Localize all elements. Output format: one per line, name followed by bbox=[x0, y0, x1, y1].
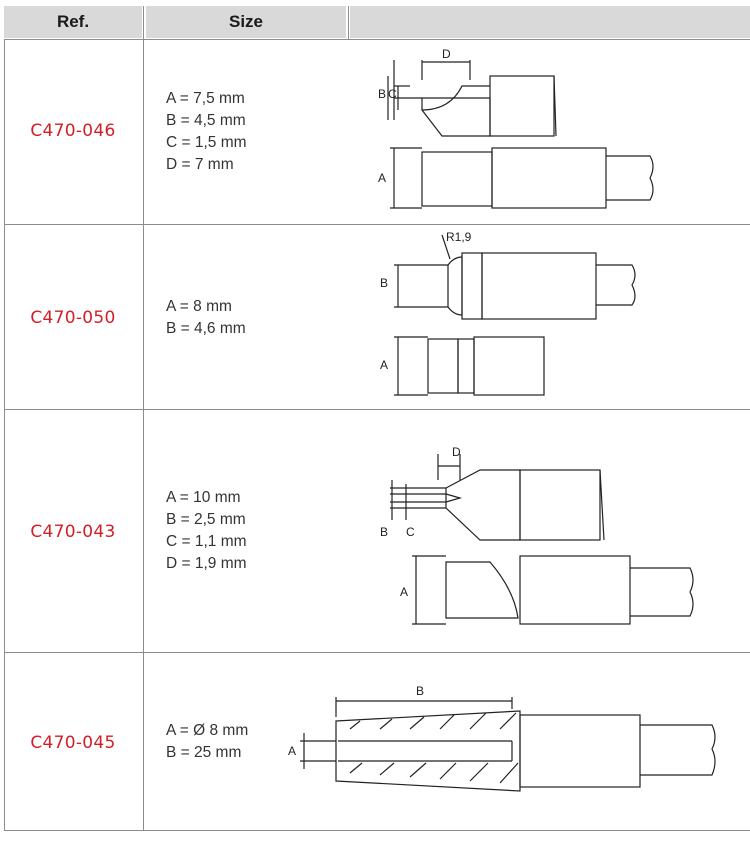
header-image bbox=[350, 6, 750, 38]
size-a: A = Ø 8 mm bbox=[166, 722, 249, 739]
ref-c470-043: C470-043 bbox=[30, 522, 116, 542]
label-c: C bbox=[406, 525, 415, 539]
label-d: D bbox=[442, 47, 451, 61]
label-b: B bbox=[378, 87, 387, 101]
ref-c470-046: C470-046 bbox=[30, 121, 116, 141]
label-b: B bbox=[380, 276, 389, 290]
header-ref: Ref. bbox=[4, 6, 142, 38]
size-a: A = 10 mm bbox=[166, 489, 241, 506]
tip-drawing-c470-043 bbox=[350, 410, 750, 652]
column-divider bbox=[4, 39, 5, 830]
tip-drawing-c470-046 bbox=[350, 40, 750, 224]
label-a: A bbox=[400, 585, 409, 599]
label-b: B bbox=[380, 525, 389, 539]
column-divider bbox=[143, 6, 144, 830]
size-b: B = 25 mm bbox=[166, 744, 242, 761]
size-d: D = 7 mm bbox=[166, 156, 234, 173]
row-divider bbox=[4, 830, 750, 831]
ref-c470-050: C470-050 bbox=[30, 308, 116, 328]
label-b: B bbox=[416, 684, 425, 698]
label-d: D bbox=[452, 445, 461, 459]
size-list bbox=[166, 296, 246, 340]
label-c: C bbox=[388, 87, 397, 101]
label-a: A bbox=[380, 358, 389, 372]
size-b: B = 4,6 mm bbox=[166, 320, 246, 337]
size-a: A = 8 mm bbox=[166, 298, 232, 315]
label-a: A bbox=[378, 171, 387, 185]
size-list bbox=[166, 720, 248, 764]
size-a: A = 7,5 mm bbox=[166, 90, 245, 107]
size-list bbox=[166, 88, 247, 176]
size-c: C = 1,5 mm bbox=[166, 134, 247, 151]
column-divider bbox=[348, 6, 349, 39]
size-d: D = 1,9 mm bbox=[166, 555, 247, 572]
tip-drawing-c470-050 bbox=[350, 225, 750, 409]
header-size: Size bbox=[146, 6, 346, 38]
size-c: C = 1,1 mm bbox=[166, 533, 247, 550]
tip-drawing-c470-045 bbox=[280, 653, 750, 830]
label-a: A bbox=[288, 744, 297, 758]
ref-c470-045: C470-045 bbox=[30, 733, 116, 753]
label-r: R1,9 bbox=[446, 230, 472, 244]
size-b: B = 2,5 mm bbox=[166, 511, 246, 528]
size-b: B = 4,5 mm bbox=[166, 112, 246, 129]
size-list bbox=[166, 487, 247, 575]
